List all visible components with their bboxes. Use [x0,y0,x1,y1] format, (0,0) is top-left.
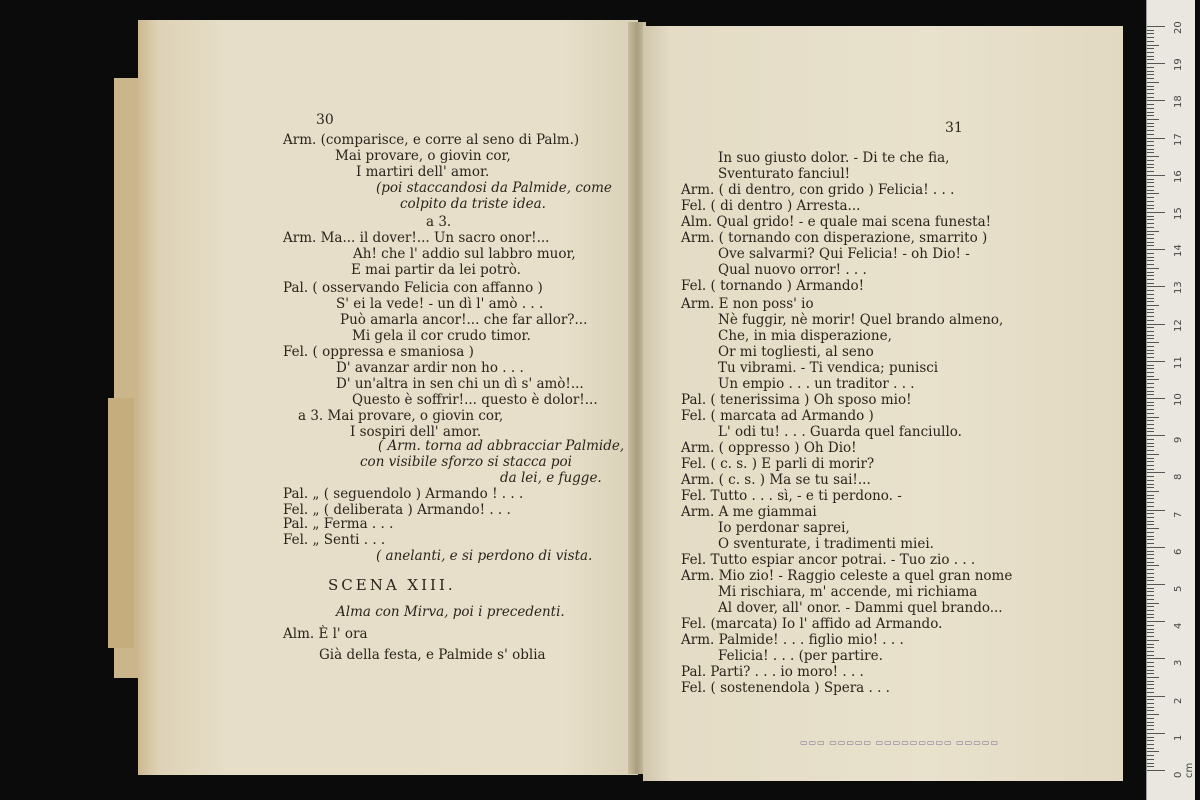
right-text-line: Arm. E non poss' io [681,296,814,312]
ruler-tick [1147,495,1154,496]
right-text-line: Arm. A me giammai [681,504,817,520]
ruler-tick [1147,569,1154,570]
ruler-tick [1147,93,1154,94]
ruler-tick [1147,565,1159,566]
right-text-line: Fel. ( sostenendola ) Spera . . . [681,680,890,696]
ruler-tick [1147,312,1154,313]
ruler-tick [1147,391,1154,392]
ruler-tick [1147,104,1154,105]
ruler-number: 4 [1173,622,1184,630]
ruler-tick [1147,216,1154,217]
ruler-tick [1147,591,1154,592]
ruler-tick [1147,454,1159,455]
ruler-tick [1147,699,1154,700]
left-text-line: I martiri dell' amor. [356,164,490,180]
left-text-line: D' un'altra in sen chi un dì s' amò!... [336,376,584,392]
left-text-line: Arm. Ma... il dover!... Un sacro onor!... [283,230,550,246]
ruler-tick [1147,201,1154,202]
ruler-tick [1147,353,1154,354]
ruler-tick [1147,394,1154,395]
left-text-line: a 3. Mai provare, o giovin cor, [298,408,504,424]
ruler-tick [1147,398,1165,399]
left-text-line: I sospiri dell' amor. [350,424,482,440]
ruler-tick [1147,420,1154,421]
ruler-tick [1147,219,1154,220]
ruler-tick [1147,651,1154,652]
ruler-tick [1147,617,1154,618]
ruler-tick [1147,171,1154,172]
ruler-tick [1147,539,1154,540]
ruler-tick [1147,130,1154,131]
left-text-line: con visibile sforzo si stacca poi [360,454,572,470]
ruler-tick [1147,710,1154,711]
ruler-number: 1 [1173,734,1184,741]
ruler-tick [1147,290,1154,291]
right-text-line: Or mi togliesti, al seno [718,344,874,360]
ruler-tick [1147,175,1165,176]
ruler-number: 2 [1173,697,1184,704]
ruler-tick [1147,268,1159,269]
ruler-tick [1147,342,1159,343]
ruler-tick [1147,179,1154,180]
left-text-line: Pal. „ Ferma . . . [283,516,394,532]
ruler-tick [1147,506,1154,507]
frayed-page-edge-lower [108,398,134,648]
left-text-line: Può amarla ancor!... che far allor?... [340,312,588,328]
left-text-line: Questo è soffrir!... questo è dolor!... [352,392,598,408]
ruler-number: 17 [1173,132,1184,146]
ruler-tick [1147,510,1165,511]
ruler-tick [1147,242,1154,243]
ruler-tick [1147,41,1154,42]
ruler-tick [1147,580,1154,581]
ruler-tick [1147,603,1159,604]
ruler-tick [1147,562,1154,563]
ruler-tick [1147,484,1154,485]
ruler-tick [1147,156,1159,157]
ruler-tick [1147,123,1154,124]
left-text-line: Fel. „ Senti . . . [283,532,386,548]
ruler-number: 13 [1173,281,1184,295]
left-text-line: Fel. „ ( deliberata ) Armando! . . . [283,502,511,518]
ruler-tick [1147,487,1154,488]
ruler-tick [1147,498,1154,499]
ruler-number: 11 [1173,356,1184,369]
ruler-tick [1147,37,1154,38]
ruler-tick [1147,234,1154,235]
ruler-tick [1147,465,1154,466]
ruler-tick [1147,532,1154,533]
right-text-line: Fel. ( c. s. ) E parli di morir? [681,456,875,472]
ruler-tick [1147,770,1165,771]
right-page [643,26,1123,781]
ruler-tick [1147,56,1154,57]
right-text-line: Io perdonar saprei, [718,520,850,536]
right-text-line: Pal. ( tenerissima ) Oh sposo mio! [681,392,912,408]
ruler-tick [1147,658,1165,659]
ruler-number: 15 [1173,207,1184,220]
left-text-line: Mi gela il cor crudo timor. [352,328,531,344]
ruler-tick [1147,376,1154,377]
ruler-tick [1147,409,1154,410]
ruler-tick [1147,554,1154,555]
ruler-tick [1147,458,1154,459]
left-text-line: S' ei la vede! - un dì l' amò . . . [336,296,544,312]
ruler-number: 3 [1173,660,1184,667]
ruler-tick [1147,443,1154,444]
left-text-line: Alma con Mirva, poi i precedenti. [336,604,565,620]
left-text-line: Ah! che l' addio sul labbro muor, [353,246,576,262]
ruler-number: 5 [1173,585,1184,592]
right-text-line: Fel. (marcata) Io l' affido ad Armando. [681,616,943,632]
ruler-tick [1147,476,1154,477]
ruler-tick [1147,502,1154,503]
ruler-tick [1147,82,1159,83]
right-text-line: Al dover, all' onor. - Dammi quel brando... [718,600,1003,616]
ruler-tick [1147,688,1154,689]
ruler-tick [1147,182,1154,183]
right-text-line: L' odi tu! . . . Guarda quel fanciullo. [718,424,962,440]
ruler-tick [1147,327,1154,328]
ruler-tick [1147,733,1165,734]
ruler-tick [1147,223,1154,224]
ruler-tick [1147,74,1154,75]
ruler-tick [1147,428,1154,429]
right-text-line: O sventurate, i tradimenti miei. [718,536,934,552]
ruler-tick [1147,379,1159,380]
ruler-tick [1147,614,1154,615]
left-text-line: Pal. ( osservando Felicia con affanno ) [283,280,543,296]
ruler-tick [1147,413,1154,414]
ruler-tick [1147,714,1159,715]
ruler-tick [1147,152,1154,153]
ruler-number: 10 [1173,393,1184,406]
right-text-line: Arm. ( tornando con disperazione, smarrito ) [681,230,988,246]
ruler-tick [1147,636,1154,637]
right-text-line: Qual nuovo orror! . . . [718,262,867,278]
page-number-left: 30 [316,112,334,128]
ruler-tick [1147,446,1154,447]
ruler-tick [1147,766,1154,767]
right-text-line: Un empio . . . un traditor . . . [718,376,915,392]
ruler-tick [1147,320,1154,321]
ruler-number: 12 [1173,318,1184,332]
ruler-tick [1147,405,1154,406]
ruler-tick [1147,677,1159,678]
ruler-tick [1147,439,1154,440]
ruler-tick [1147,480,1154,481]
ruler-tick [1147,632,1154,633]
measurement-ruler [1146,0,1195,800]
ruler-tick [1147,134,1154,135]
ruler-tick [1147,673,1154,674]
ruler-tick [1147,621,1165,622]
ruler-tick [1147,331,1154,332]
ruler-tick [1147,197,1154,198]
ruler-tick [1147,551,1154,552]
ruler-tick [1147,227,1154,228]
ruler-tick [1147,298,1154,299]
ruler-tick [1147,245,1154,246]
left-text-line: ( Arm. torna ad abbracciar Palmide, [378,438,625,454]
ruler-tick [1147,190,1154,191]
ruler-tick [1147,610,1154,611]
ruler-tick [1147,696,1165,697]
ruler-tick [1147,52,1154,53]
left-text-line: Pal. „ ( seguendolo ) Armando ! . . . [283,486,524,502]
ruler-tick [1147,737,1154,738]
ruler-tick [1147,141,1154,142]
ruler-tick [1147,606,1154,607]
ruler-tick [1147,45,1159,46]
ruler-tick [1147,48,1154,49]
ruler-tick [1147,30,1154,31]
ruler-number: 16 [1173,170,1184,183]
right-text-line: In suo giusto dolor. - Di te che fia, [718,150,950,166]
open-book [108,18,1132,778]
ruler-number: 7 [1173,511,1184,518]
ruler-tick [1147,89,1154,90]
ruler-tick [1147,301,1154,302]
ruler-tick [1147,543,1154,544]
ruler-tick [1147,365,1154,366]
ruler-tick [1147,692,1154,693]
right-text-line: Mi rischiara, m' accende, mi richiama [718,584,978,600]
library-stamp: ▭▭▭ ▭▭▭▭▭ ▭▭▭▭▭▭▭▭▭ ▭▭▭▭▭ [800,738,999,747]
ruler-tick [1147,67,1154,68]
right-text-line: Sventurato fanciul! [718,166,851,182]
right-text-line: Pal. Parti? . . . io moro! . . . [681,664,864,680]
ruler-tick [1147,368,1154,369]
ruler-tick [1147,751,1159,752]
right-text-line: Arm. ( oppresso ) Oh Dio! [681,440,857,456]
ruler-number: 6 [1173,548,1184,555]
ruler-tick [1147,59,1154,60]
ruler-tick [1147,71,1154,72]
ruler-tick [1147,491,1159,492]
ruler-tick [1147,625,1154,626]
ruler-tick [1147,205,1154,206]
ruler-tick [1147,666,1154,667]
ruler-tick [1147,78,1154,79]
ruler-tick [1147,164,1154,165]
ruler-number: 0 cm [1173,762,1195,778]
ruler-tick [1147,584,1165,585]
right-text-line: Nè fuggir, nè morir! Quel brando almeno, [718,312,1004,328]
ruler-tick [1147,670,1154,671]
ruler-tick [1147,305,1159,306]
ruler-tick [1147,759,1154,760]
ruler-number: 9 [1173,436,1184,444]
ruler-tick [1147,108,1154,109]
ruler-tick [1147,528,1159,529]
left-text-line: SCENA XIII. [328,576,456,594]
right-text-line: Che, in mia disperazione, [718,328,892,344]
ruler-tick [1147,112,1154,113]
ruler-tick [1147,662,1154,663]
ruler-tick [1147,450,1154,451]
right-text-line: Arm. Mio zio! - Raggio celeste a quel gran nome [681,568,1013,584]
ruler-tick [1147,703,1154,704]
ruler-tick [1147,238,1154,239]
ruler-tick [1147,725,1154,726]
ruler-number: 8 [1173,474,1184,481]
left-page [138,20,638,775]
ruler-tick [1147,763,1154,764]
left-text-line: da lei, e fugge. [500,470,602,486]
ruler-tick [1147,257,1154,258]
left-text-line: Alm. È l' ora [283,626,368,642]
ruler-tick [1147,524,1154,525]
left-text-line: (poi staccandosi da Palmide, come [376,180,612,196]
ruler-tick [1147,361,1165,362]
ruler-number: 14 [1173,244,1184,258]
ruler-tick [1147,536,1154,537]
ruler-tick [1147,517,1154,518]
ruler-tick [1147,647,1154,648]
ruler-tick [1147,558,1154,559]
ruler-tick [1147,387,1154,388]
left-text-line: a 3. [426,214,452,230]
right-text-line: Arm. ( c. s. ) Ma se tu sai!... [681,472,871,488]
ruler-tick [1147,684,1154,685]
left-text-line: D' avanzar ardir non ho . . . [336,360,524,376]
ruler-tick [1147,402,1154,403]
ruler-tick [1147,431,1154,432]
ruler-tick [1147,681,1154,682]
ruler-tick [1147,309,1154,310]
ruler-tick [1147,63,1165,64]
ruler-tick [1147,588,1154,589]
ruler-tick [1147,547,1165,548]
ruler-tick [1147,186,1154,187]
ruler-tick [1147,208,1154,209]
right-text-line: Felicia! . . . (per partire. [718,648,883,664]
ruler-tick [1147,461,1154,462]
ruler-tick [1147,231,1159,232]
ruler-tick [1147,324,1165,325]
ruler-tick [1147,283,1154,284]
ruler-tick [1147,145,1154,146]
ruler-number: 20 [1173,21,1184,34]
ruler-tick [1147,253,1154,254]
ruler-tick [1147,138,1165,139]
ruler-tick [1147,573,1154,574]
page-number-right: 31 [945,120,963,136]
ruler-tick [1147,260,1154,261]
ruler-tick [1147,193,1159,194]
ruler-tick [1147,346,1154,347]
right-text-line: Fel. Tutto . . . sì, - e ti perdono. - [681,488,902,504]
ruler-tick [1147,740,1154,741]
ruler-tick [1147,357,1154,358]
left-text-line: Già della festa, e Palmide s' oblia [319,647,546,663]
ruler-tick [1147,748,1154,749]
ruler-tick [1147,126,1154,127]
ruler-tick [1147,249,1165,250]
right-text-line: Tu vibrami. - Ti vendica; punisci [718,360,939,376]
ruler-tick [1147,722,1154,723]
ruler-tick [1147,167,1154,168]
ruler-tick [1147,275,1154,276]
ruler-tick [1147,595,1154,596]
right-text-line: Arm. Palmide! . . . figlio mio! . . . [681,632,904,648]
ruler-tick [1147,279,1154,280]
ruler-tick [1147,115,1154,116]
ruler-tick [1147,469,1154,470]
ruler-tick [1147,86,1154,87]
ruler-tick [1147,629,1154,630]
left-text-line: Arm. (comparisce, e corre al seno di Palm.) [283,132,580,148]
left-text-line: E mai partir da lei potrò. [351,262,521,278]
ruler-tick [1147,472,1165,473]
ruler-tick [1147,424,1154,425]
ruler-tick [1147,707,1154,708]
right-text-line: Arm. ( di dentro, con grido ) Felicia! . . . [681,182,955,198]
ruler-tick [1147,33,1154,34]
ruler-tick [1147,149,1154,150]
ruler-tick [1147,417,1159,418]
right-text-line: Ove salvarmi? Qui Felicia! - oh Dio! - [718,246,970,262]
ruler-tick [1147,338,1154,339]
ruler-tick [1147,316,1154,317]
ruler-tick [1147,383,1154,384]
ruler-tick [1147,97,1154,98]
ruler-tick [1147,372,1154,373]
ruler-tick [1147,212,1165,213]
ruler-tick [1147,744,1154,745]
ruler-tick [1147,577,1154,578]
ruler-tick [1147,644,1154,645]
left-text-line: colpito da triste idea. [400,196,546,212]
left-text-line: ( anelanti, e si perdono di vista. [376,548,593,564]
ruler-tick [1147,272,1154,273]
ruler-tick [1147,294,1154,295]
ruler-tick [1147,640,1159,641]
left-text-line: Fel. ( oppressa e smaniosa ) [283,344,474,360]
ruler-tick [1147,521,1154,522]
right-text-line: Fel. Tutto espiar ancor potrai. - Tuo zio . . . [681,552,976,568]
ruler-tick [1147,264,1154,265]
ruler-tick [1147,286,1165,287]
ruler-tick [1147,435,1165,436]
ruler-tick [1147,718,1154,719]
right-text-line: Fel. ( tornando ) Armando! [681,278,865,294]
ruler-tick [1147,755,1154,756]
right-text-line: Fel. ( marcata ad Armando ) [681,408,874,424]
right-text-line: Fel. ( di dentro ) Arresta... [681,198,861,214]
right-text-line: Alm. Qual grido! - e quale mai scena funesta! [681,214,992,230]
ruler-tick [1147,26,1165,27]
ruler-number: 18 [1173,95,1184,109]
ruler-tick [1147,513,1154,514]
ruler-tick [1147,350,1154,351]
ruler-tick [1147,655,1154,656]
ruler-tick [1147,160,1154,161]
ruler-tick [1147,599,1154,600]
ruler-tick [1147,729,1154,730]
ruler-tick [1147,335,1154,336]
ruler-tick [1147,100,1165,101]
ruler-number: 19 [1173,58,1184,72]
left-text-line: Mai provare, o giovin cor, [335,148,511,164]
ruler-tick [1147,119,1159,120]
